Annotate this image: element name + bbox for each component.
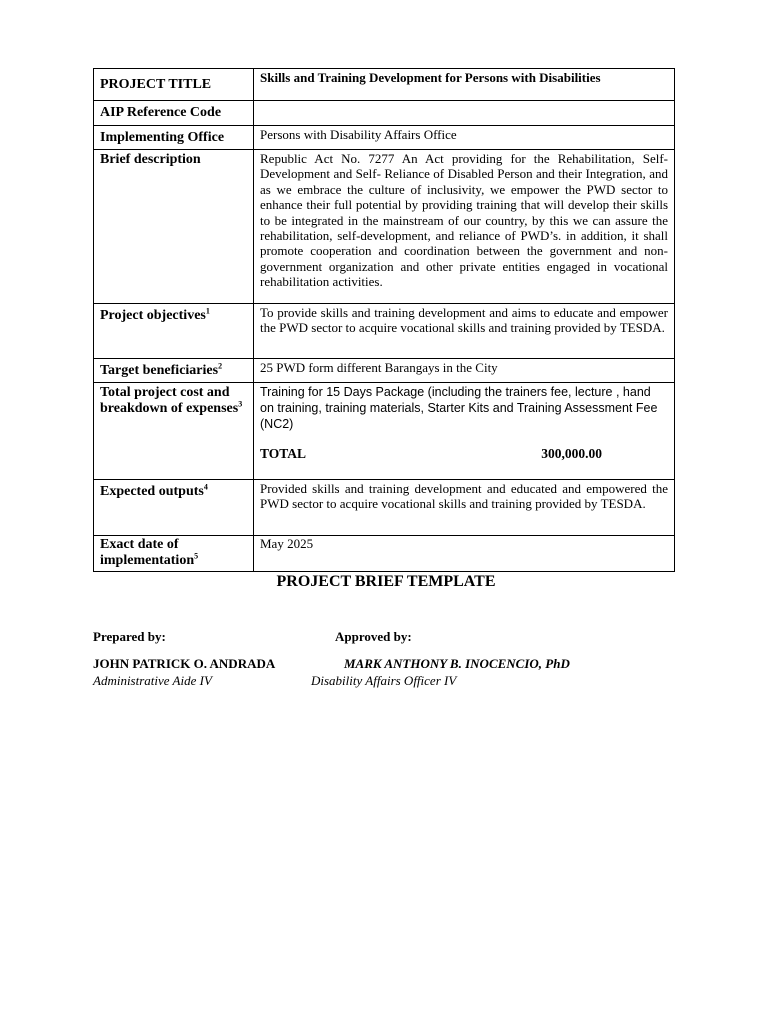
project-objectives-value: To provide skills and training development and aims to educate and empower the PWD sector to acquire vocational skills and training provided by TESDA. [260,305,668,336]
label-cell [94,69,254,101]
row-exact-date [94,536,675,572]
total-cost-value: Training for 15 Days Package (including the trainers fee, lecture , hand on training, training materials, Starter Kits and Training Assessment Fee (NC2) [260,385,658,431]
label-text: Total project cost and breakdown of expenses [100,385,239,416]
preparer-name: JOHN PATRICK O. ANDRADA [93,656,276,671]
label-text: Project objectives [100,308,206,323]
row-target-beneficiaries [94,359,675,383]
preparer-title: Administrative Aide IV [93,673,212,688]
approved-by-label: Approved by: [335,629,412,644]
page-heading: PROJECT BRIEF TEMPLATE [276,573,496,590]
label-cell [94,101,254,126]
label-cell [94,383,254,480]
project-objectives-label [100,304,247,324]
approver-name: MARK ANTHONY B. INOCENCIO, PhD [344,656,570,671]
footnote-mark: 5 [194,551,199,561]
implementing-office-value: Persons with Disability Affairs Office [260,127,457,142]
value-cell [254,126,675,150]
label-cell [94,126,254,150]
brief-description-label: Brief description [100,152,201,167]
row-brief-description [94,150,675,304]
row-expected-outputs [94,480,675,536]
label-cell [94,304,254,359]
approver-title: Disability Affairs Officer IV [311,673,457,688]
label-cell [94,536,254,572]
expected-outputs-label [100,480,247,500]
exact-date-value: May 2025 [260,536,314,551]
total-amount: 300,000.00 [541,446,602,461]
value-cell [254,480,675,536]
row-project-objectives [94,304,675,359]
aip-code-label: AIP Reference Code [100,105,222,120]
target-beneficiaries-value: 25 PWD form different Barangays in the City [260,360,498,375]
value-cell [254,150,675,304]
row-total-cost [94,383,675,480]
row-implementing-office [94,126,675,150]
target-beneficiaries-label [100,359,247,379]
total-cost-label [100,383,247,417]
exact-date-label [100,536,247,569]
value-cell [254,383,675,480]
project-title-value: Skills and Training Development for Persons with Disabilities [260,70,601,85]
value-cell [254,101,675,126]
label-text: Target beneficiaries [100,363,219,378]
implementing-office-label: Implementing Office [100,130,225,145]
footnote-mark: 4 [203,482,208,492]
label-cell [94,359,254,383]
value-cell [254,304,675,359]
total-label: TOTAL [260,446,307,461]
value-cell [254,69,675,101]
project-title-label: PROJECT TITLE [100,77,212,92]
label-text: Expected outputs [100,484,204,499]
value-cell [254,536,675,572]
row-aip-code [94,101,675,126]
brief-description-value: Republic Act No. 7277 An Act providing for the Rehabilitation, Self-Development and Self- Reliance of Disabled Person and their Integration, and as we embrace the culture of inclusivity, we empower the PWD sector to enhance their full potential by providing training that will develop their skills to be integrated in the mainstream of our country, by this we can assure the rehabilitation, self-development, and reliance of PWD’s. in addition, it shall promote cooperation and coordination between the government and non-government organization and other private entities engaged in vocational rehabilitation activities. [260,151,668,290]
value-cell [254,359,675,383]
label-text: Exact date of implementation [100,537,195,568]
label-cell [94,480,254,536]
footnote-mark: 2 [218,361,223,371]
total-line [260,446,668,462]
label-cell [94,150,254,304]
footnote-mark: 3 [238,399,243,409]
prepared-by-label: Prepared by: [93,629,166,644]
expected-outputs-value: Provided skills and training development and educated and empowered the PWD sector to acquire vocational skills and training provided by TESDA. [260,481,668,512]
row-project-title [94,69,675,101]
footnote-mark: 1 [205,306,210,316]
project-brief-table [93,68,675,572]
